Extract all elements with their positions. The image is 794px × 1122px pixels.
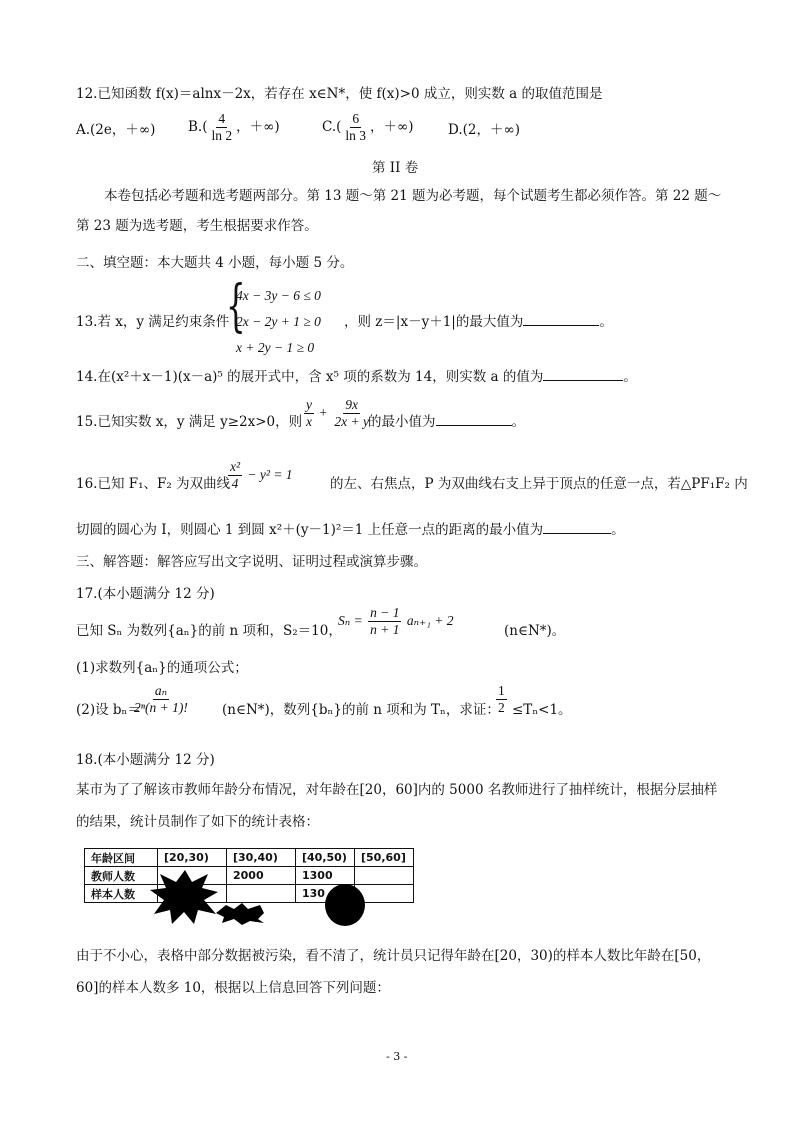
q16-line-2: 切圆的圆心为 I，则圆心 1 到圆 x²＋(y－1)²＝1 上任意一点的距离的最小值为 。 bbox=[76, 522, 625, 538]
q13-prefix: 13.若 x，y 满足约束条件 bbox=[76, 314, 230, 330]
q12-option-a: A.(2e，＋∞) bbox=[76, 122, 156, 138]
q17-part-1: (1)求数列{aₙ}的通项公式； bbox=[76, 660, 248, 676]
q16-line-1: 16.已知 F₁、F₂ 为双曲线 $\frac{\text{x²}}{4}$ − y² = 1 的左、右焦点，P 为双曲线右支上异于顶点的任意一点，若△PF₁F₂ 内 bbox=[76, 459, 748, 492]
table-header-row: 年龄区间 [20,30) [30,40) [40,50) [50,60] bbox=[85, 849, 414, 867]
q17-line-1: 已知 Sₙ 为数列{aₙ}的前 n 项和，S₂＝10， Sₙ = $\frac{n - 1}{n + 1}$ aₙ₊₁ + 2 (n∈N*)。 bbox=[76, 605, 566, 639]
q17-part-2: (2)设 bₙ＝ $\frac{\text{aₙ}}{\text{2ⁿ(n + 1)!}}$ (n∈N*)，数列{bₙ}的前 n 项和为 Tₙ，求证： $\frac{1}{2}$ ≤Tₙ<1。 bbox=[76, 683, 572, 718]
q13-suffix: ，则 z＝|x－y＋1|的最大值为 。 bbox=[344, 314, 613, 330]
q17-header: 17.(本小题满分 12 分) bbox=[76, 586, 215, 602]
q15-prefix: 15.已知实数 x，y 满足 y≥2x>0，则 bbox=[76, 414, 303, 430]
q18-line-2: 的结果，统计员制作了如下的统计表格： bbox=[76, 814, 319, 830]
q12-option-b: B.( $\frac{4}{\ln 2}$ ，＋∞) bbox=[188, 111, 280, 144]
table-row: 教师人数 2000 1300 bbox=[85, 867, 414, 885]
q15-suffix: 的最小值为 。 bbox=[368, 414, 525, 430]
answer-blank bbox=[543, 533, 611, 534]
q13-constraint-2: 2x − 2y + 1 ≥ 0 bbox=[236, 314, 321, 329]
section-fill-blank-title: 二、填空题：本大题共 4 小题，每小题 5 分。 bbox=[76, 255, 354, 271]
q13-constraint-1: 4x − 3y − 6 ≤ 0 bbox=[236, 288, 321, 303]
intro-line-2: 第 23 题为选考题，考生根据要求作答。 bbox=[76, 218, 318, 234]
q12-options bbox=[76, 112, 636, 150]
ink-stain-3 bbox=[322, 880, 368, 928]
ink-stain-1 bbox=[150, 868, 220, 926]
q13-constraint-3: x + 2y − 1 ≥ 0 bbox=[236, 340, 315, 355]
q15-expression: $\frac{y}{x}$ + $\frac{9x}{2x + y}$ bbox=[306, 397, 369, 430]
q13-constraints bbox=[236, 283, 321, 361]
q12-option-c: C.( $\frac{6}{\ln 3}$ ，＋∞) bbox=[322, 111, 414, 144]
part-title: 第 II 卷 bbox=[372, 160, 419, 176]
hyperbola-equation: $\frac{\text{x²}}{4}$ − y² = 1 bbox=[230, 459, 293, 492]
q18-line-1: 某市为了了解该市教师年龄分布情况，对年龄在[20，60]内的 5000 名教师进行了抽样统计，根据分层抽样 bbox=[76, 782, 718, 798]
section-solution-title: 三、解答题：解答应写出文字说明、证明过程或演算步骤。 bbox=[76, 554, 427, 570]
q18-header: 18.(本小题满分 12 分) bbox=[76, 752, 215, 768]
brace-icon: { bbox=[226, 274, 246, 339]
q18-line-3: 由于不小心，表格中部分数据被污染，看不清了，统计员只记得年龄在[20，30)的样本人数比年龄在[50， bbox=[76, 948, 711, 964]
q12-option-d: D.(2，＋∞) bbox=[448, 122, 521, 138]
q18-line-4: 60]的样本人数多 10，根据以上信息回答下列问题： bbox=[76, 980, 390, 996]
answer-blank bbox=[523, 325, 599, 326]
answer-blank bbox=[543, 380, 623, 381]
page-number: - 3 - bbox=[386, 1050, 408, 1063]
table-row: 样本人数 130 bbox=[85, 885, 414, 903]
answer-blank bbox=[436, 425, 512, 426]
ink-stain-2 bbox=[212, 901, 268, 925]
intro-line-1: 本卷包括必考题和选考题两部分。第 13 题～第 21 题为必考题，每个试题考生都必须作答。第 22 题～ bbox=[104, 188, 722, 204]
q12-stem: 12.已知函数 f(x)＝alnx－2x，若存在 x∈N*，使 f(x)>0 成立，则实数 a 的取值范围是 bbox=[76, 86, 603, 102]
q17-recurrence: Sₙ = $\frac{n - 1}{n + 1}$ aₙ₊₁ + 2 bbox=[338, 605, 454, 638]
q13 bbox=[76, 274, 716, 355]
q14: 14.在(x²＋x－1)(x－a)⁵ 的展开式中，含 x⁵ 项的系数为 14，则实数 a 的值为 。 bbox=[76, 369, 637, 385]
